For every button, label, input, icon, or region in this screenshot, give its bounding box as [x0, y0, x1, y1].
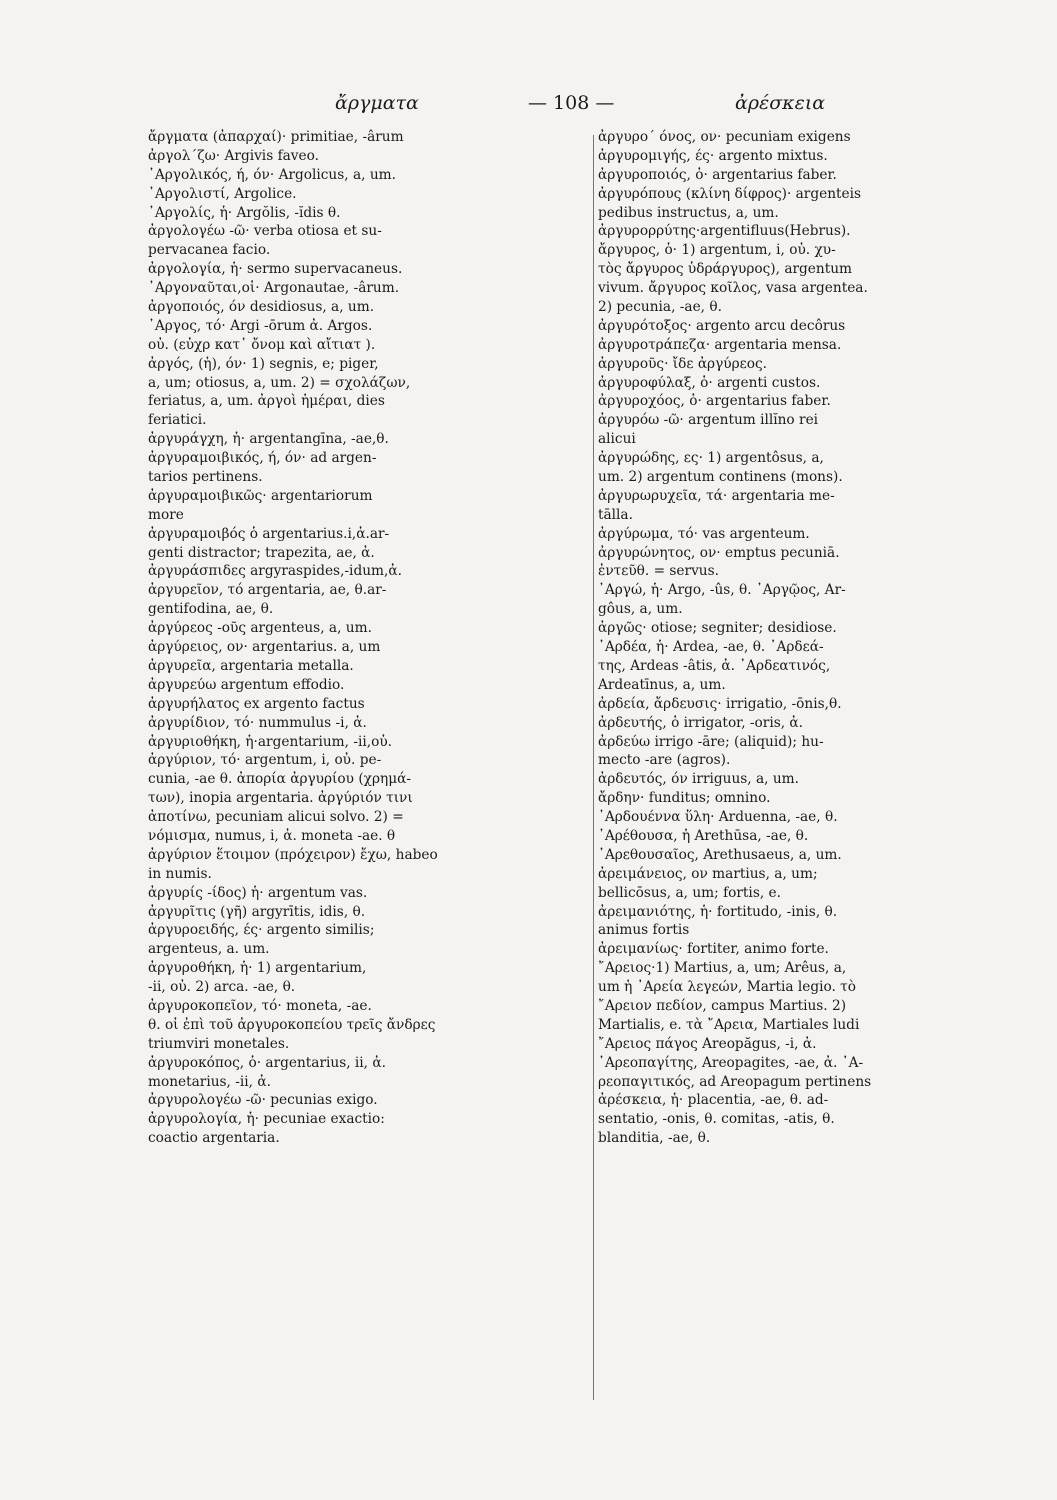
dictionary-line: ἀρειμανίως· fortiter, animo forte. [598, 941, 829, 958]
dictionary-line: ᾿Αργολιστί, Argolice. [148, 185, 297, 202]
dictionary-line: ἀργύριον, τό· argentum, i, οὐ. pe- [148, 752, 382, 769]
dictionary-line: ἄρδην· funditus; omnino. [598, 790, 771, 807]
dictionary-line: της, Ardeas -âtis, ἀ. ᾿Αρδεατινός, [598, 657, 831, 674]
dictionary-line: ἀρειμάνειος, ον martius, a, um; [598, 865, 818, 882]
dictionary-line: coactio argentaria. [148, 1130, 280, 1147]
dictionary-line: ἀργυροκοπεῖον, τό· moneta, -ae. [148, 997, 372, 1014]
dictionary-line: ἀποτίνω, pecuniam alicui solvo. 2) = [148, 809, 404, 826]
dictionary-line: ᾿Αργώ, ἡ· Argo, -ûs, θ. ᾿Αργῷος, Ar- [598, 582, 846, 599]
right-column [598, 128, 1018, 1148]
dictionary-line: ἀργυράγχη, ἡ· argentangīna, -ae,θ. [148, 431, 389, 448]
dictionary-line: ἀργυρεύω argentum effodio. [148, 676, 345, 693]
dictionary-line: ῎Αρειος πάγος Areopăgus, -i, ἀ. [598, 1035, 817, 1052]
dictionary-line: a, um; otiosus, a, um. 2) = σχολάζων, [148, 374, 411, 391]
dictionary-line: θ. οἱ ἐπὶ τοῦ ἀργυροκοπείου τρεῖς ἄνδρες [148, 1016, 436, 1033]
dictionary-line: ἀργυρεῖον, τό argentaria, ae, θ.ar- [148, 582, 387, 599]
dictionary-line: ἀργυρολογία, ἡ· pecuniae exactio: [148, 1111, 385, 1128]
dictionary-line: ἐντεῦθ. = servus. [598, 563, 720, 580]
dictionary-line: ἀρέσκεια, ἡ· placentia, -ae, θ. ad- [598, 1092, 829, 1109]
page-number: — 108 — [528, 92, 615, 114]
dictionary-line: ᾿Αργοναῦται,οἱ· Argonautae, -ârum. [148, 280, 400, 297]
dictionary-line: ρεοπαγιτικός, ad Areopagum pertinens [598, 1073, 872, 1090]
dictionary-line: monetarius, -ii, ἀ. [148, 1073, 271, 1090]
dictionary-line: um ἡ ᾿Αρεία λεγεών, Martia legio. τὸ [598, 979, 856, 996]
dictionary-line: ἀργύριον ἕτοιμον (πρόχειρον) ἔχω, habeo [148, 846, 438, 863]
dictionary-line: ἀρδευτής, ὁ irrigator, -oris, ἀ. [598, 714, 804, 731]
dictionary-line: ᾿Αρέθουσα, ἡ Arethūsa, -ae, θ. [598, 827, 809, 844]
dictionary-line: genti distractor; trapezita, ae, ἀ. [148, 544, 375, 561]
dictionary-line: alicui [598, 431, 636, 448]
dictionary-line: vivum. ἄργυρος κοῖλος, vasa argentea. [598, 280, 868, 297]
dictionary-line: ἀργυροχόος, ὁ· argentarius faber. [598, 393, 831, 410]
dictionary-line: ἀργυραμοιβός ὁ argentarius.i,ἀ.ar- [148, 525, 390, 542]
dictionary-line: ἀργυροῦς· ἴδε ἀργύρεος. [598, 355, 768, 372]
dictionary-line: ἀργυρίδιον, τό· nummulus -i, ἀ. [148, 714, 367, 731]
dictionary-line: gôus, a, um. [598, 601, 683, 618]
dictionary-line: pervacanea facio. [148, 242, 271, 259]
dictionary-line: ᾿Αρεθουσαῖος, Arethusaeus, a, um. [598, 846, 842, 863]
left-column [148, 128, 568, 1148]
dictionary-line: νόμισμα, numus, i, ἀ. moneta -ae. θ [148, 827, 396, 844]
dictionary-line: ἀργυρῖτις (γῆ) argyrītis, idis, θ. [148, 903, 366, 920]
dictionary-line: ἀργυριοθήκη, ἡ·argentarium, -ii,οὐ. [148, 733, 392, 750]
dictionary-line: ἀργυρολογέω -ῶ· pecunias exigo. [148, 1092, 378, 1109]
dictionary-line: pedibus instructus, a, um. [598, 204, 779, 221]
dictionary-line: ἀργολογέω -ῶ· verba otiosa et su- [148, 223, 382, 240]
dictionary-line: animus fortis [598, 922, 690, 939]
dictionary-line: ἀργυρόπους (κλίνη δίφρος)· argenteis [598, 185, 862, 202]
dictionary-line: bellicōsus, a, um; fortis, e. [598, 884, 781, 901]
dictionary-line: ἄργυρος, ὁ· 1) argentum, i, οὐ. χυ- [598, 242, 836, 259]
dictionary-line: ἀργυρότοξος· argento arcu decôrus [598, 317, 846, 334]
dictionary-line: ἀργυρορρύτης·argentifluus(Hebrus). [598, 223, 851, 240]
page-header [0, 92, 1057, 122]
dictionary-line: ἀργυροτράπεζα· argentaria mensa. [598, 336, 842, 353]
dictionary-line: ἀργυραμοιβικῶς· argentariorum [148, 487, 373, 504]
dictionary-line: ἀργός, (ἡ), όν· 1) segnis, e; piger, [148, 355, 379, 372]
dictionary-line: um. 2) argentum continens (mons). [598, 469, 843, 486]
dictionary-line: ἀρειμανιότης, ἡ· fortitudo, -inis, θ. [598, 903, 838, 920]
dictionary-line: ἀργυρομιγής, ές· argento mixtus. [598, 147, 828, 164]
running-head-right: ἀρέσκεια [735, 92, 826, 114]
dictionary-line: triumviri monetales. [148, 1035, 290, 1052]
dictionary-line: ἀργυρώδης, ες· 1) argentôsus, a, [598, 450, 824, 467]
dictionary-line: ἀργυροκόπος, ὁ· argentarius, ii, ἀ. [148, 1054, 386, 1071]
dictionary-line: ἀργύρωμα, τό· vas argenteum. [598, 525, 810, 542]
dictionary-line: ἀργυρωρυχεῖα, τά· argentaria me- [598, 487, 835, 504]
dictionary-line: ᾿Αργος, τό· Argi -ōrum ἀ. Argos. [148, 317, 373, 334]
dictionary-line: ἀργυρεῖα, argentaria metalla. [148, 657, 354, 674]
dictionary-line: ἀργῶς· otiose; segniter; desidiose. [598, 620, 837, 637]
dictionary-line: ἀρδεύω irrigo -āre; (aliquid); hu- [598, 733, 824, 750]
dictionary-line: ἀρδευτός, όν irriguus, a, um. [598, 771, 800, 788]
dictionary-line: ἀργοποιός, όν desidiosus, a, um. [148, 299, 375, 316]
dictionary-line: gentifodina, ae, θ. [148, 601, 274, 618]
dictionary-line: οὐ. (εὐχρ κατ᾽ ὄνομ καὶ αἴτιατ ). [148, 336, 376, 353]
dictionary-line: ῎Αρειον πεδίον, campus Martius. 2) [598, 997, 847, 1014]
dictionary-line: ᾿Αρδουέννα ὕλη· Arduenna, -ae, θ. [598, 809, 838, 826]
dictionary-line: ᾿Αρεοπαγίτης, Areopagites, -ae, ἀ. ᾿Α- [598, 1054, 864, 1071]
dictionary-line: ἀργυροθήκη, ἡ· 1) argentarium, [148, 960, 367, 977]
column-divider [593, 135, 594, 1400]
dictionary-line: ᾿Αργολικός, ή, όν· Argolicus, a, um. [148, 166, 396, 183]
dictionary-line: feriatus, a, um. ἀργοὶ ἡμέραι, dies [148, 393, 385, 410]
dictionary-line: ἀργυροφύλαξ, ὁ· argenti custos. [598, 374, 821, 391]
dictionary-line: argenteus, a. um. [148, 941, 270, 958]
dictionary-line: ἀργυράσπιδες argyraspides,-idum,ἀ. [148, 563, 402, 580]
dictionary-line: mecto -are (agros). [598, 752, 731, 769]
dictionary-line: ἀργυρόω -ῶ· argentum illĭno rei [598, 412, 819, 429]
dictionary-line: ἄργματα (ἀπαρχαί)· primitiae, -ârum [148, 129, 404, 145]
dictionary-line: cunia, -ae θ. ἀπορία ἀργυρίου (χρημά- [148, 771, 411, 788]
dictionary-line: more [148, 506, 184, 523]
dictionary-line: sentatio, -onis, θ. comitas, -atis, θ. [598, 1111, 835, 1128]
dictionary-line: in numis. [148, 865, 212, 882]
dictionary-line: ᾿Αρδέα, ἡ· Ardea, -ae, θ. ᾿Αρδεά- [598, 639, 824, 656]
dictionary-line: 2) pecunia, -ae, θ. [598, 299, 722, 316]
dictionary-line: ἀργολογία, ἡ· sermo supervacaneus. [148, 261, 403, 278]
dictionary-line: ᾿Αργολίς, ἡ· Argŏlis, -ĭdis θ. [148, 204, 341, 221]
dictionary-line: ἀργύρεος -οῦς argenteus, a, um. [148, 620, 372, 637]
dictionary-line: feriatici. [148, 412, 207, 429]
dictionary-line: blanditia, -ae, θ. [598, 1130, 711, 1147]
dictionary-line: ἀργυρώνητος, ον· emptus pecuniā. [598, 544, 840, 561]
dictionary-line: Martialis, e. τὰ ῎Αρεια, Martiales ludi [598, 1016, 860, 1033]
dictionary-line: tālla. [598, 506, 633, 523]
dictionary-line: ἀργυρο΄ όνος, ον· pecuniam exigens [598, 129, 851, 145]
running-head-left: ἄργματα [335, 92, 419, 114]
dictionary-line: ἀργυροειδής, ές· argento similis; [148, 922, 375, 939]
dictionary-line: των), inopia argentaria. ἀργύριόν τινι [148, 790, 413, 807]
dictionary-line: ἀργυρίς -ίδος) ἡ· argentum vas. [148, 884, 368, 901]
dictionary-line: ῎Αρειος·1) Martius, a, um; Arêus, a, [598, 960, 847, 977]
dictionary-line: ἀργύρειος, ον· argentarius. a, um [148, 639, 381, 656]
dictionary-line: -ii, οὐ. 2) arca. -ae, θ. [148, 979, 296, 996]
dictionary-line: ἀργυρήλατος ex argento factus [148, 695, 365, 712]
dictionary-line: Ardeatīnus, a, um. [598, 676, 726, 693]
dictionary-line: ἀργολ΄ζω· Argivis faveo. [148, 147, 319, 164]
dictionary-line: ἀργυραμοιβικός, ή, όν· ad argen- [148, 450, 377, 467]
dictionary-line: ἀρδεία, ἄρδευσις· irrigatio, -ōnis,θ. [598, 695, 842, 712]
dictionary-line: tarios pertinens. [148, 469, 263, 486]
dictionary-line: ἀργυροποιός, ὁ· argentarius faber. [598, 166, 837, 183]
dictionary-line: τὸς ἄργυρος ὑδράργυρος), argentum [598, 261, 852, 278]
